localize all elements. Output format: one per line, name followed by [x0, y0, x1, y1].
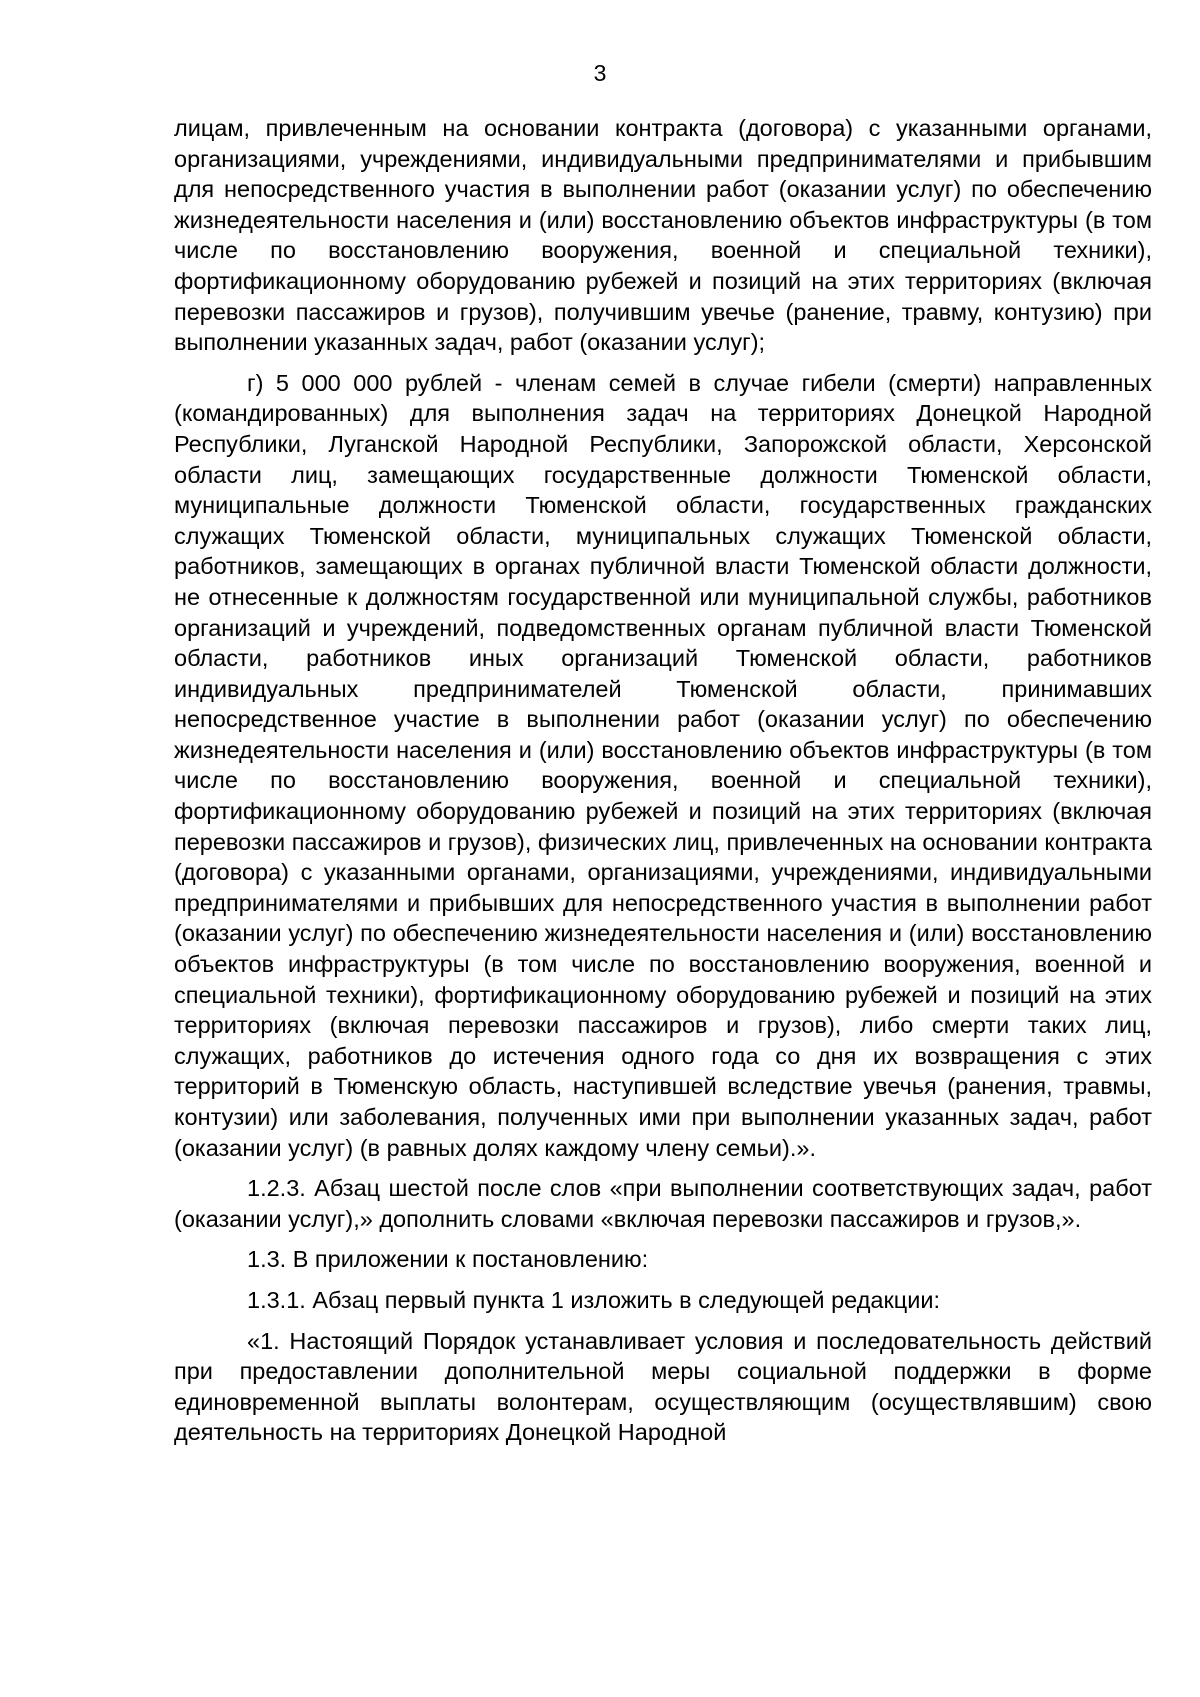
paragraph-subitem-g: г) 5 000 000 рублей - членам семей в случае гибели (смерти) направленных (командированных) для выполнения задач на территориях Донецкой Народной Республики, Луганской Народной Республики, Запорожской области, Херсонской области лиц, замещающих государственные должности Тюменской области, муниципальные должности Тюменской области, государственных гражданских служащих Тюменской области, муниципальных служащих Тюменской области, работников, замещающих в органах публичной власти Тюменской области должности, не отнесенные к должностям государственной или муниципальной службы, работников организаций и учреждений, подведомственных органам публичной власти Тюменской области, работников иных организаций Тюменской области, работников индивидуальных предпринимателей Тюменской области, принимавших непосредственное участие в выполнении работ (оказании услуг) по обеспечению жизнедеятельности населения и (или) восстановлению объектов инфраструктуры (в том числе по восстановлению вооружения, военной и специальной техники), фортификационному оборудованию рубежей и позиций на этих территориях (включая перевозки пассажиров и грузов), физических лиц, привлеченных на основании контракта (договора) с указанными органами, организациями, учреждениями, индивидуальными предпринимателями и прибывших для непосредственного участия в выполнении работ (оказании услуг) по обеспечению жизнедеятельности населения и (или) восстановлению объектов инфраструктуры (в том числе по восстановлению вооружения, военной и специальной техники), фортификационному оборудованию рубежей и позиций на этих территориях (включая перевозки пассажиров и грузов), либо смерти таких лиц, служащих, работников до истечения одного года со дня их возвращения с этих территорий в Тюменскую область, наступившей вследствие увечья (ранения, травмы, контузии) или заболевания, полученных ими при выполнении указанных задач, работ (оказании услуг) (в равных долях каждому члену семьи).».: [174, 369, 1152, 1161]
paragraph-quoted-item-1: «1. Настоящий Порядок устанавливает условия и последовательность действий при предоставлении дополнительной меры социальной поддержки в форме единовременной выплаты волонтерам, осуществляющим (осуществлявшим) свою деятельность на территориях Донецкой Народной: [174, 1327, 1152, 1446]
page-number: 3: [593, 60, 607, 86]
document-body: [174, 113, 1152, 1448]
paragraph-1-3: 1.3. В приложении к постановлению:: [247, 1246, 649, 1273]
paragraph-1-3-1: 1.3.1. Абзац первый пункта 1 изложить в следующей редакции:: [247, 1286, 941, 1313]
paragraph-continuation: лицам, привлеченным на основании контракта (договора) с указанными органами, организациями, учреждениями, индивидуальными предпринимателями и прибывшим для непосредственного участия в выполнении работ (оказании услуг) по обеспечению жизнедеятельности населения и (или) восстановлению объектов инфраструктуры (в том числе по восстановлению вооружения, военной и специальной техники), фортификационному оборудованию рубежей и позиций на этих территориях (включая перевозки пассажиров и грузов), получившим увечье (ранение, травму, контузию) при выполнении указанных задач, работ (оказании услуг);: [174, 115, 1152, 356]
paragraph-1-2-3: 1.2.3. Абзац шестой после слов «при выполнении соответствующих задач, работ (оказании услуг),» дополнить словами «включая перевозки пассажиров и грузов,».: [174, 1175, 1152, 1232]
